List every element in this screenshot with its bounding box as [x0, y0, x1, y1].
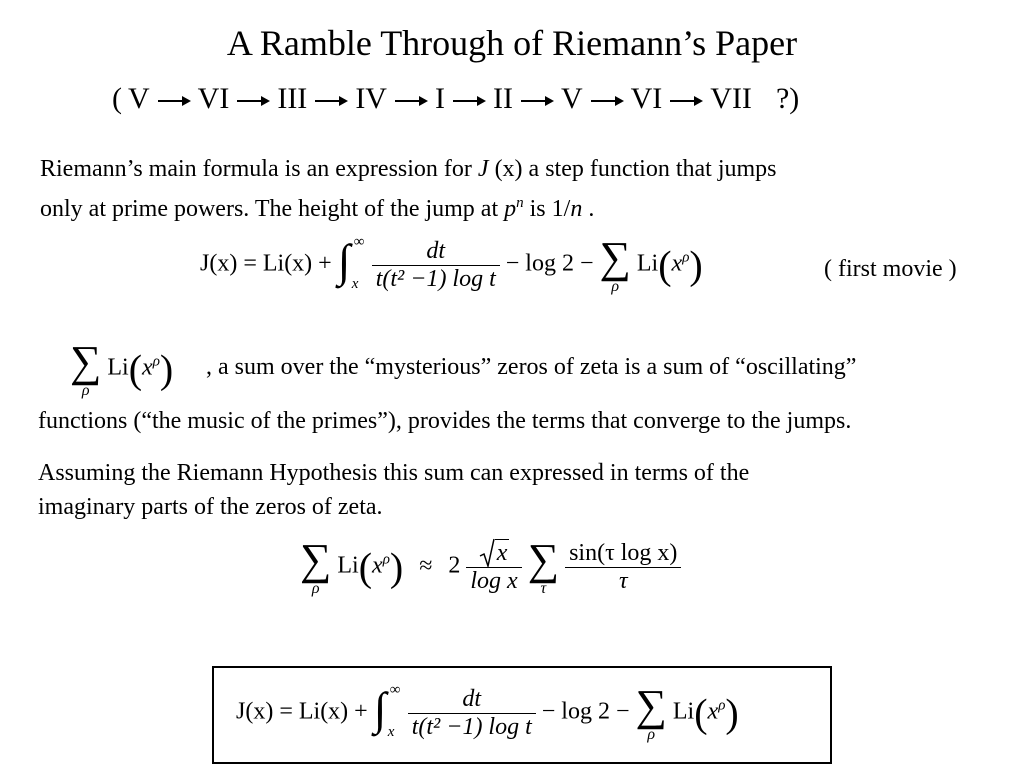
integral-upper: ∞: [353, 234, 365, 250]
integrand-denominator: t(t² −1) log t: [375, 265, 496, 292]
intro-text-2: a step function that jumps: [528, 156, 777, 182]
sequence-open-paren: (: [112, 82, 122, 116]
factor-two: 2: [448, 552, 461, 579]
j-argument: (x): [494, 156, 523, 182]
sine-fraction: [565, 540, 681, 595]
sequence-item: III: [277, 82, 308, 116]
sequence-question: ?: [775, 82, 790, 116]
intro-text-4: is 1/: [529, 196, 571, 222]
rh-line1: Assuming the Riemann Hypothesis this sum can expressed in terms of the: [38, 460, 750, 486]
intro-text-5: .: [588, 196, 595, 222]
tau-denominator: τ: [618, 567, 628, 594]
right-arrow-icon: [313, 82, 349, 116]
first-movie-note: ( first movie ): [824, 256, 957, 282]
sequence-item: VI: [630, 82, 663, 116]
sum-operator-2: ∑ ρ: [70, 337, 102, 399]
j-symbol: J: [477, 156, 489, 182]
sequence-item: V: [128, 82, 150, 116]
formula-lhs: J(x) = Li(x) +: [200, 250, 332, 277]
right-arrow-icon: [589, 82, 625, 116]
right-arrow-icon: [519, 82, 555, 116]
rh-line2: imaginary parts of the zeros of zeta.: [38, 494, 383, 520]
sequence-item: I: [434, 82, 445, 116]
rh-approximation: ∑ ρ $Li(x^\rho) \approx 2$ $\frac{x}{\text{log x}}$ ∑ τ $\frac{\text{sin(τ log x)}}{\tau}$: [300, 538, 681, 596]
main-formula: J(x) = Li(x) + ∫ ∞ x $\frac{dt}{\text{t(t² −1) log t}}$ − log 2 − ∑ ρ $Li(x^\rho)$: [200, 233, 703, 295]
right-arrow-icon: [451, 82, 487, 116]
p-symbol: p: [504, 196, 517, 222]
sum-operator-3: ∑ ρ: [300, 535, 332, 597]
sequence-close-paren: ): [789, 82, 800, 116]
intro-paragraph: [40, 152, 1000, 226]
n-symbol: n: [570, 196, 583, 222]
approx-sign: ≈: [419, 552, 433, 579]
slide-title: A Ramble Through of Riemann’s Paper: [226, 23, 798, 63]
chapter-sequence: [112, 80, 799, 116]
li-function: Li: [636, 250, 659, 277]
para2-line2: functions (“the music of the primes”), provides the terms that converge to the jumps.: [38, 408, 852, 434]
integral-sign: ∫ ∞ x: [337, 234, 365, 292]
sqrt-fraction: [466, 540, 521, 595]
right-arrow-icon: [235, 82, 271, 116]
sum-operator: ∑ ρ: [599, 233, 631, 295]
sequence-item: VI: [197, 82, 230, 116]
integral-sign-2: ∫ ∞ x: [373, 682, 401, 740]
n-exponent: n: [516, 195, 524, 211]
right-arrow-icon: [668, 82, 704, 116]
integrand-fraction: [372, 238, 500, 293]
sine-numerator: sin(τ log x): [565, 540, 681, 568]
sequence-item: IV: [355, 82, 387, 116]
right-arrow-icon: [156, 82, 192, 116]
oscillating-sum: ∑ ρ $Li(x^\rho)$: [70, 337, 174, 399]
sum-over-tau: ∑ τ: [527, 535, 560, 597]
formula-mid: − log 2 −: [505, 250, 594, 277]
para2-line1: , a sum over the “mysterious” zeros of zeta is a sum of “oscillating”: [206, 354, 857, 380]
log-x-denominator: log x: [470, 567, 518, 594]
sequence-item: II: [492, 82, 513, 116]
sequence-item: VII: [710, 82, 752, 116]
integral-lower: x: [351, 276, 359, 292]
rh-paragraph: [38, 456, 998, 524]
sum-operator-4: ∑ ρ: [635, 681, 667, 743]
integrand-numerator: dt: [372, 238, 500, 266]
sqrt-symbol: x: [479, 540, 510, 567]
right-arrow-icon: [393, 82, 429, 116]
intro-text-3: only at prime powers. The height of the jump at: [40, 196, 499, 222]
boxed-formula: J(x) = Li(x) + ∫ ∞ x $\frac{dt}{\text{t(t² −1) log t}}$ − log 2 − ∑ ρ $Li(x^\rho)$: [212, 666, 832, 764]
sequence-item: V: [560, 82, 583, 116]
intro-text-1: Riemann’s main formula is an expression for: [40, 156, 472, 182]
